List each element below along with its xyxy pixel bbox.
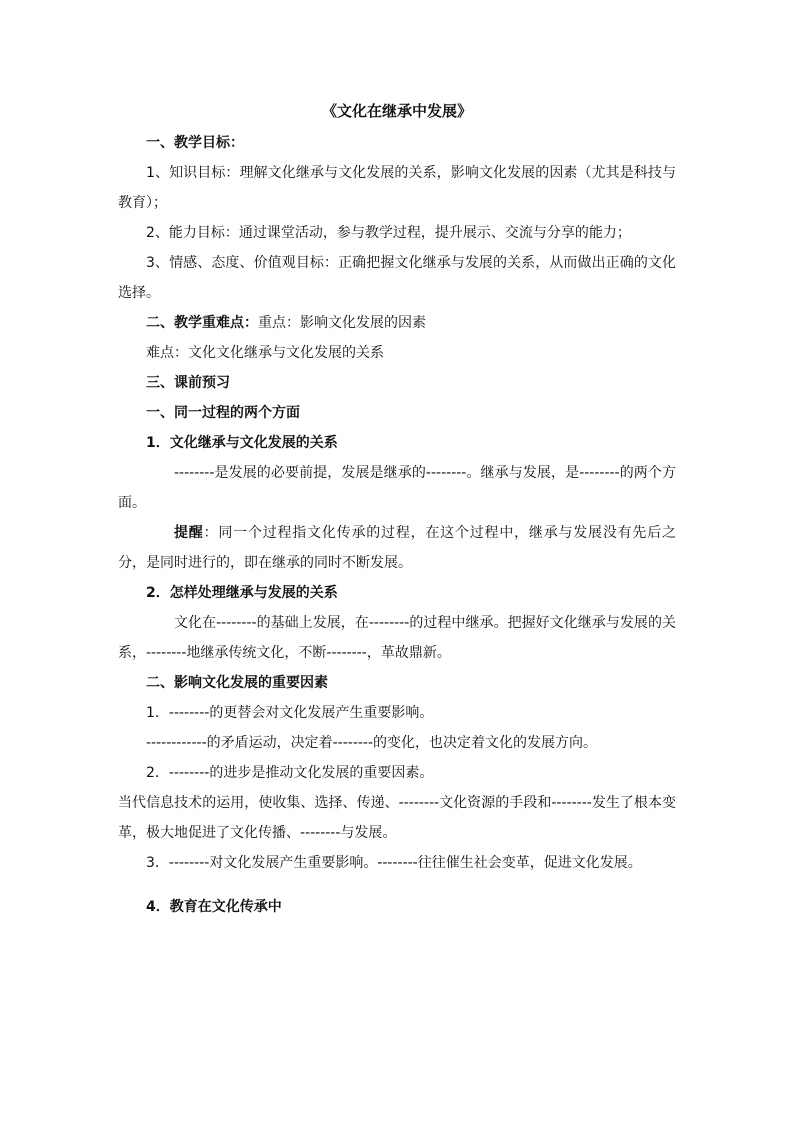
factor-2-detail: 当代信息技术的运用，使收集、选择、传递、--------文化资源的手段和--------发生了根本变革，极大地促进了文化传播、--------与发展。: [118, 795, 676, 841]
factor-3: 3．--------对文化发展产生重要影响。--------往往催生社会变革，促进文化发展。: [146, 855, 642, 871]
reminder-paragraph: [118, 518, 676, 578]
reminder-text: ：同一个过程指文化传承的过程，在这个过程中，继承与发展没有先后之分，是同时进行的，即在继承的同时不断发展。: [118, 525, 677, 571]
difficulty-text: 难点：文化文化继承与文化发展的关系: [146, 345, 384, 361]
part-heading-two-aspects: 一、同一过程的两个方面: [146, 405, 300, 421]
factor-4-heading: 4．教育在文化传承中: [146, 899, 282, 915]
keypoints-label: 二、教学重难点：: [146, 315, 258, 331]
relation-text: --------是发展的必要前提，发展是继承的--------。继承与发展，是--------的两个方面。: [118, 465, 676, 511]
section-heading-preview: 三、课前预习: [146, 375, 230, 391]
section-heading-keypoints: [118, 308, 676, 338]
reminder-label: 提醒: [174, 525, 204, 541]
sub-heading-handling: 2．怎样处理继承与发展的关系: [146, 585, 338, 601]
sub-heading-relation: 1．文化继承与文化发展的关系: [146, 435, 338, 451]
part-heading-factors: 二、影响文化发展的重要因素: [146, 675, 328, 691]
factor-1: 1．--------的更替会对文化发展产生重要影响。: [146, 705, 434, 721]
factor-1-detail: ------------的矛盾运动，决定着--------的变化，也决定着文化的发展方向。: [146, 735, 598, 751]
section-heading-objectives: 一、教学目标：: [146, 135, 244, 151]
objective-knowledge: 1、知识目标：理解文化继承与文化发展的关系，影响文化发展的因素（尤其是科技与教育）；: [118, 165, 676, 211]
factor-2: 2．--------的进步是推动文化发展的重要因素。: [146, 765, 434, 781]
document-title: 《文化在继承中发展》: [321, 102, 472, 120]
objective-ability: 2、能力目标：通过课堂活动，参与教学过程，提升展示、交流与分享的能力；: [146, 225, 631, 241]
document-page: [118, 96, 676, 922]
handling-text: 文化在--------的基础上发展，在--------的过程中继承。把握好文化继承与发展的关系，--------地继承传统文化，不断--------，革故鼎新。: [118, 615, 676, 661]
objective-values: 3、情感、态度、价值观目标：正确把握文化继承与发展的关系，从而做出正确的文化选择。: [118, 255, 676, 301]
key-point-text: 重点：影响文化发展的因素: [258, 315, 426, 331]
